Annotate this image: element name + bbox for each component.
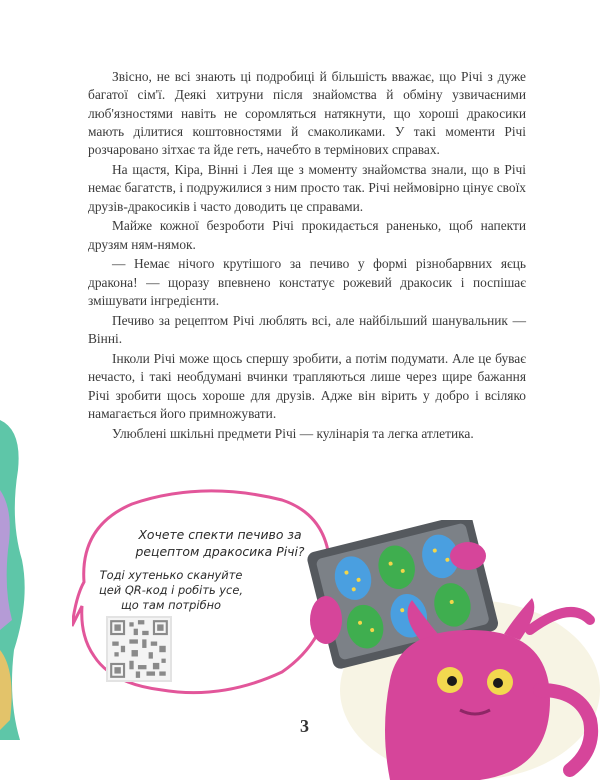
callout-question: Хочете спекти печиво за рецептом дракосика Річі?	[135, 527, 305, 559]
paragraph: — Немає нічого крутішого за печиво у формі різнобарвних яєць дракона! — щоразу впевнено констатує рожевий дракосик і поспішає змішувати інгредієнти.	[88, 256, 526, 309]
paragraph: Звісно, не всі знають ці подробиці й більшість вважає, що Річі з дуже багатої сім'ї. Деякі хитруни після знайомства й обміну узвичаєними люб'язностями навіть не соромляться натякнути, що хороші дракосики мають ділитися коштовностями й смаколиками. У такі моменти Річі розчаровано зітхає та йде геть, начебто в термінових справах.	[88, 69, 526, 158]
paragraph: Майже кожної безроботи Річі прокидається раненько, щоб напекти друзям ням-нямок.	[88, 218, 526, 252]
paragraph: Печиво за рецептом Річі люблять всі, але найбільший шанувальник — Вінні.	[88, 312, 526, 347]
qr-code[interactable]	[106, 616, 172, 682]
callout-instruction: Тоді хутенько скануйте цей QR-код і робіть усе, що там потрібно	[99, 568, 243, 612]
pink-dragon-illustration	[300, 520, 600, 780]
page-number: 3	[300, 716, 309, 736]
side-illustration	[0, 400, 40, 740]
paragraph: На щастя, Кіра, Вінні і Лея ще з моменту знайомства знали, що в Річі немає багатств, і подружилися з ним просто так. Річі неймовірно цінує своїх друзів-дракосиків і часто доводить це справами.	[88, 161, 526, 214]
paragraph: Улюблені шкільні предмети Річі — кулінарія та легка атлетика.	[112, 425, 474, 441]
paragraph: Інколи Річі може щось спершу зробити, а потім подумати. Але це буває нечасто, і такі необдумані вчинки трапляються лише через щире бажання Річі зробити щось хороше для друзів. Адже він вірить у добро і всіляко намагається його примножувати.	[88, 350, 526, 421]
story-text	[88, 68, 526, 444]
